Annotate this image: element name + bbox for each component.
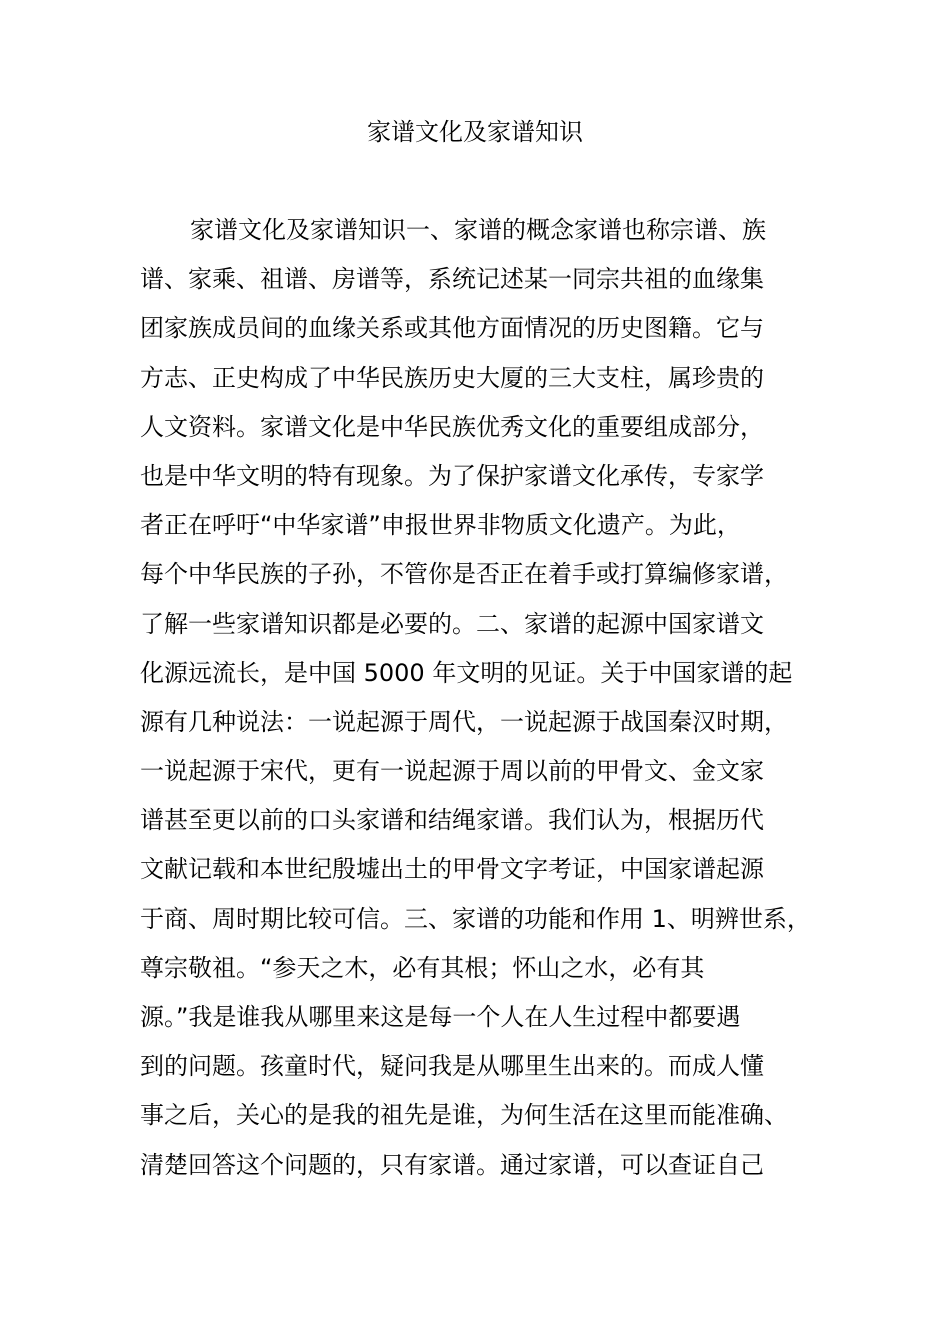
body-line: 每个中华民族的子孙，不管你是否正在着手或打算编修家谱， <box>140 560 788 589</box>
body-line: 源有几种说法：一说起源于周代，一说起源于战国秦汉时期， <box>140 707 788 736</box>
body-line: 也是中华文明的特有现象。为了保护家谱文化承传，专家学 <box>140 461 764 490</box>
body-line: 清楚回答这个问题的，只有家谱。通过家谱，可以查证自己 <box>140 1150 764 1179</box>
body-line: 家谱文化及家谱知识一、家谱的概念家谱也称宗谱、族 <box>190 216 766 244</box>
body-line: 团家族成员间的血缘关系或其他方面情况的历史图籍。它与 <box>140 314 764 343</box>
body-line: 化源远流长，是中国 5000 年文明的见证。关于中国家谱的起 <box>140 658 793 687</box>
body-line: 一说起源于宋代，更有一说起源于周以前的甲骨文、金文家 <box>140 757 764 786</box>
body-line: 于商、周时期比较可信。三、家谱的功能和作用 1、明辨世系， <box>140 904 811 933</box>
body-line: 谱、家乘、祖谱、房谱等，系统记述某一同宗共祖的血缘集 <box>140 265 764 294</box>
body-line: 到的问题。孩童时代，疑问我是从哪里生出来的。而成人懂 <box>140 1052 764 1081</box>
document-title: 家谱文化及家谱知识 <box>367 118 583 146</box>
body-line: 谱甚至更以前的口头家谱和结绳家谱。我们认为，根据历代 <box>140 806 764 835</box>
body-line: 源。”我是谁我从哪里来这是每一个人在人生过程中都要遇 <box>140 1003 741 1031</box>
body-line: 了解一些家谱知识都是必要的。二、家谱的起源中国家谱文 <box>140 609 764 638</box>
body-line: 文献记载和本世纪殷墟出土的甲骨文字考证，中国家谱起源 <box>140 855 764 884</box>
body-line: 者正在呼吁“中华家谱”申报世界非物质文化遗产。为此， <box>140 511 741 540</box>
body-line: 事之后，关心的是我的祖先是谁，为何生活在这里而能准确、 <box>140 1101 788 1130</box>
document-body <box>140 206 840 1190</box>
body-line: 方志、正史构成了中华民族历史大厦的三大支柱，属珍贵的 <box>140 363 764 392</box>
body-line: 人文资料。家谱文化是中华民族优秀文化的重要组成部分， <box>140 412 764 441</box>
body-line: 尊宗敬祖。“参天之木，必有其根；怀山之水，必有其 <box>140 953 705 982</box>
